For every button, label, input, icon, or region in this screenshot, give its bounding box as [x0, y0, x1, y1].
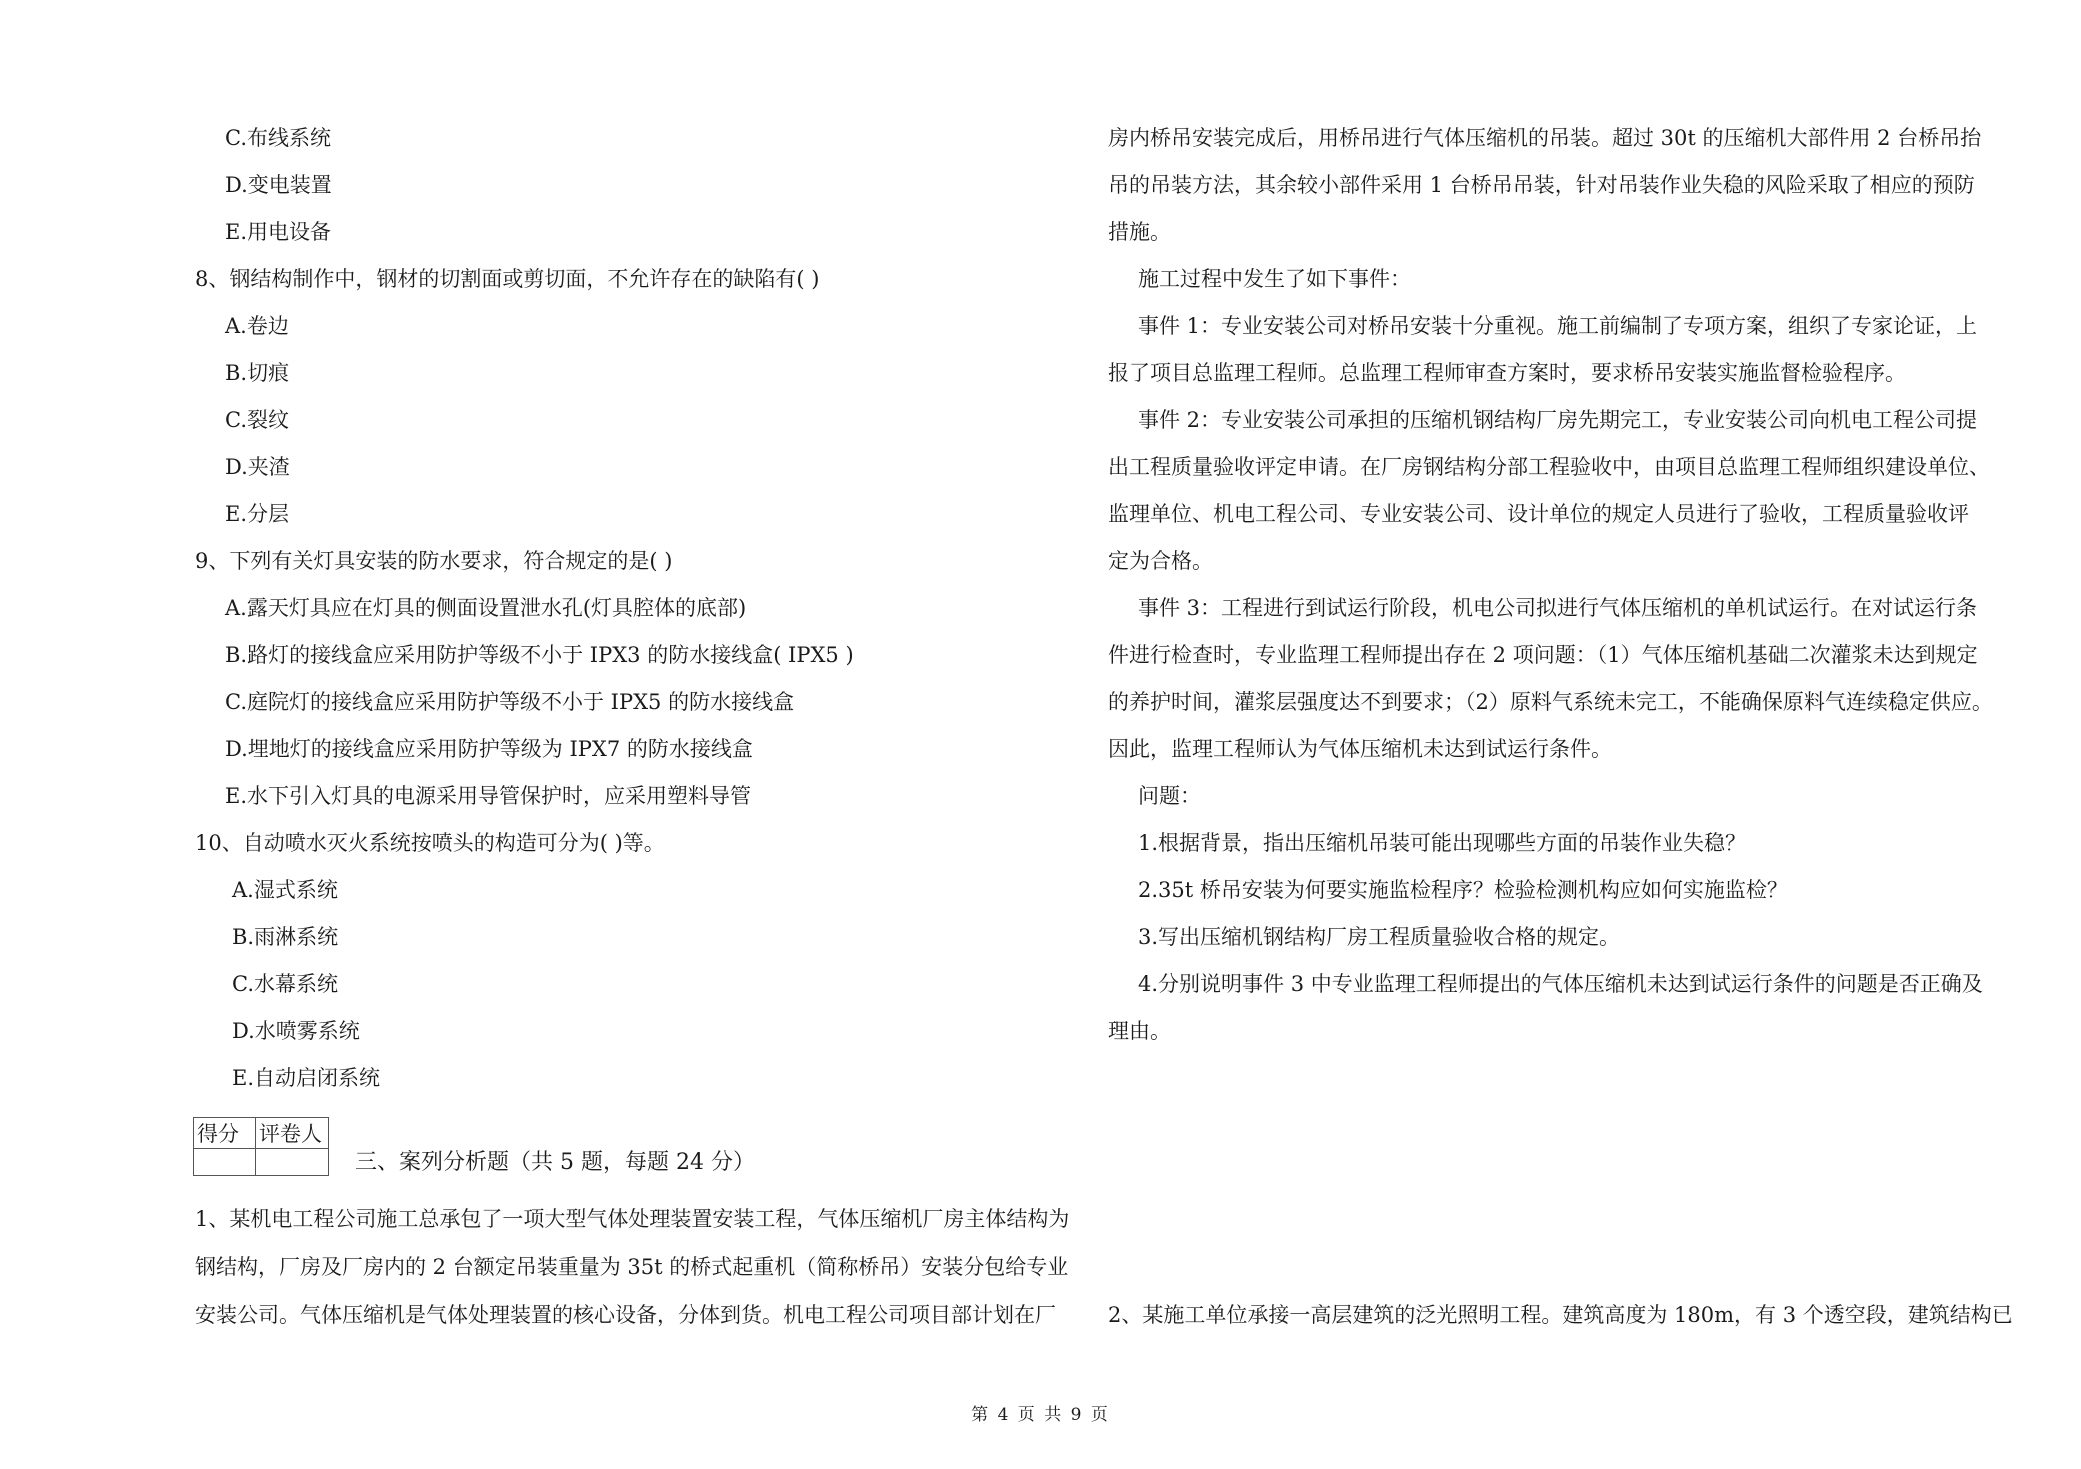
- case1-right-line: 房内桥吊安装完成后，用桥吊进行气体压缩机的吊装。超过 30t 的压缩机大部件用 2 台桥吊抬: [1108, 126, 1982, 150]
- case1-right-line: 4.分别说明事件 3 中专业监理工程师提出的气体压缩机未达到试运行条件的问题是否正确及: [1138, 972, 1983, 996]
- q8-option-b: B.切痕: [225, 361, 290, 385]
- case1-right-line: 吊的吊装方法，其余较小部件采用 1 台桥吊吊装，针对吊装作业失稳的风险采取了相应的预防: [1108, 173, 1975, 197]
- q9-option-e: E.水下引入灯具的电源采用导管保护时，应采用塑料导管: [225, 784, 752, 808]
- q8-option-c: C.裂纹: [225, 408, 289, 432]
- score-label: 得分: [194, 1118, 256, 1149]
- q8-option-d: D.夹渣: [225, 455, 290, 479]
- q8-stem: 8、钢结构制作中，钢材的切割面或剪切面，不允许存在的缺陷有( ): [195, 267, 820, 291]
- q9-option-d: D.埋地灯的接线盒应采用防护等级为 IPX7 的防水接线盒: [225, 737, 753, 761]
- q9-option-b: B.路灯的接线盒应采用防护等级不小于 IPX3 的防水接线盒( IPX5 ): [225, 643, 854, 667]
- case1-right-line: 因此，监理工程师认为气体压缩机未达到试运行条件。: [1108, 737, 1612, 761]
- q9-stem: 9、下列有关灯具安装的防水要求，符合规定的是( ): [195, 549, 673, 573]
- case1-right-line: 件进行检查时，专业监理工程师提出存在 2 项问题：（1）气体压缩机基础二次灌浆未达到规定: [1108, 643, 1978, 667]
- q7-option-c: C.布线系统: [225, 126, 331, 150]
- case1-right-line: 事件 2：专业安装公司承担的压缩机钢结构厂房先期完工，专业安装公司向机电工程公司提: [1138, 408, 1978, 432]
- case1-right-line: 2.35t 桥吊安装为何要实施监检程序？检验检测机构应如何实施监检？: [1138, 878, 1788, 902]
- q10-option-c: C.水幕系统: [232, 972, 338, 996]
- score-table: [193, 1117, 329, 1176]
- reviewer-cell: [256, 1149, 329, 1176]
- case1-line: 安装公司。气体压缩机是气体处理装置的核心设备，分体到货。机电工程公司项目部计划在厂: [195, 1303, 1056, 1327]
- case1-right-line: 事件 1：专业安装公司对桥吊安装十分重视。施工前编制了专项方案，组织了专家论证，上: [1138, 314, 1978, 338]
- case1-right-line: 定为合格。: [1108, 549, 1213, 573]
- q10-option-d: D.水喷雾系统: [232, 1019, 360, 1043]
- q10-option-e: E.自动启闭系统: [232, 1066, 381, 1090]
- case1-line: 1、某机电工程公司施工总承包了一项大型气体处理装置安装工程，气体压缩机厂房主体结构为: [195, 1207, 1070, 1231]
- q7-option-e: E.用电设备: [225, 220, 332, 244]
- q7-option-d: D.变电装置: [225, 173, 332, 197]
- case1-right-line: 事件 3：工程进行到试运行阶段，机电公司拟进行气体压缩机的单机试运行。在对试运行条: [1138, 596, 1978, 620]
- case1-right-line: 措施。: [1108, 220, 1171, 244]
- q10-option-a: A.湿式系统: [232, 878, 338, 902]
- case1-right-line: 理由。: [1108, 1019, 1171, 1043]
- case1-right-line: 的养护时间，灌浆层强度达不到要求；（2）原料气系统未完工，不能确保原料气连续稳定供应。: [1108, 690, 1993, 714]
- score-cell: [194, 1149, 256, 1176]
- case1-line: 钢结构，厂房及厂房内的 2 台额定吊装重量为 35t 的桥式起重机（简称桥吊）安装分包给专业: [195, 1255, 1069, 1279]
- q9-option-a: A.露天灯具应在灯具的侧面设置泄水孔(灯具腔体的底部): [225, 596, 747, 620]
- case1-right-line: 报了项目总监理工程师。总监理工程师审查方案时，要求桥吊安装实施监督检验程序。: [1108, 361, 1906, 385]
- reviewer-label: 评卷人: [256, 1118, 329, 1149]
- section-title: 三、案列分析题（共 5 题，每题 24 分）: [355, 1150, 755, 1175]
- q8-option-a: A.卷边: [225, 314, 289, 338]
- case1-right-line: 问题：: [1138, 784, 1201, 808]
- q9-option-c: C.庭院灯的接线盒应采用防护等级不小于 IPX5 的防水接线盒: [225, 690, 795, 714]
- case1-right-line: 施工过程中发生了如下事件：: [1138, 267, 1411, 291]
- page-number: 第 4 页 共 9 页: [971, 1405, 1110, 1425]
- case2-line: 2、某施工单位承接一高层建筑的泛光照明工程。建筑高度为 180m，有 3 个透空段，建筑结构已: [1108, 1303, 2013, 1327]
- case1-right-line: 3.写出压缩机钢结构厂房工程质量验收合格的规定。: [1138, 925, 1621, 949]
- q10-stem: 10、自动喷水灭火系统按喷头的构造可分为( )等。: [195, 831, 665, 855]
- case1-right-line: 出工程质量验收评定申请。在厂房钢结构分部工程验收中，由项目总监理工程师组织建设单位、: [1108, 455, 1990, 479]
- q10-option-b: B.雨淋系统: [232, 925, 339, 949]
- case1-right-line: 1.根据背景，指出压缩机吊装可能出现哪些方面的吊装作业失稳？: [1138, 831, 1747, 855]
- q8-option-e: E.分层: [225, 502, 290, 526]
- case1-right-line: 监理单位、机电工程公司、专业安装公司、设计单位的规定人员进行了验收，工程质量验收评: [1108, 502, 1969, 526]
